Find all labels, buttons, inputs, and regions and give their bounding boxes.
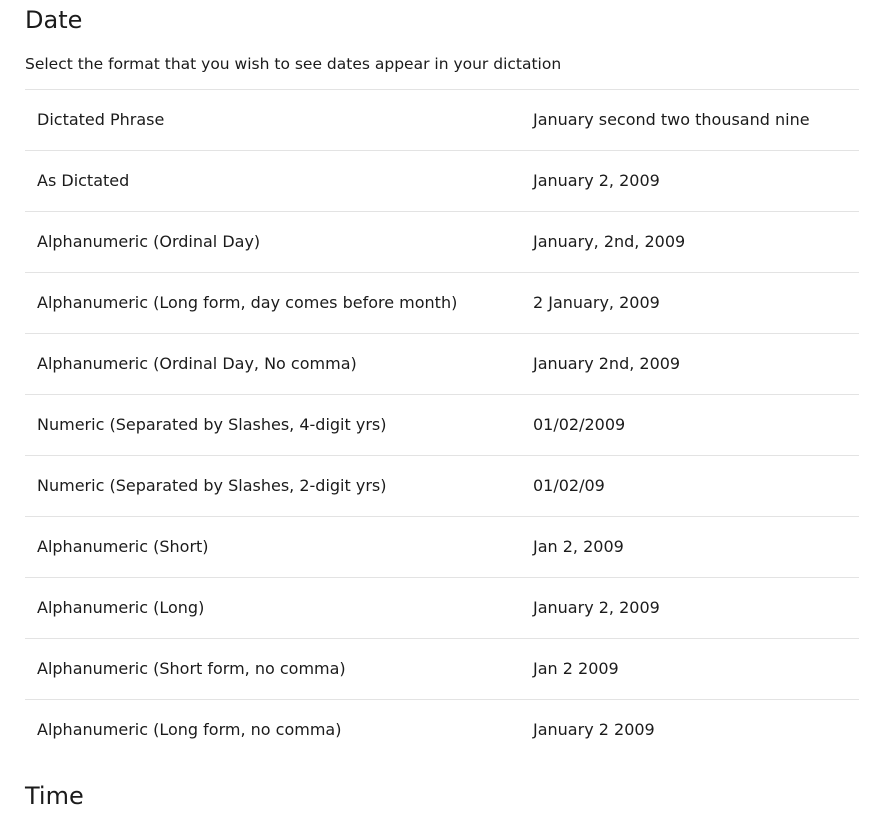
table-row (25, 639, 859, 700)
table-row (25, 90, 859, 151)
format-name-cell: Alphanumeric (Long form, day comes before month) (25, 273, 521, 334)
time-section-title: Time (25, 782, 84, 810)
format-example-cell: January second two thousand nine (521, 90, 859, 151)
format-example-cell: January 2 2009 (533, 720, 655, 739)
format-name-cell: Numeric (Separated by Slashes, 4-digit yrs) (25, 395, 521, 456)
format-name-cell: Alphanumeric (Short form, no comma) (25, 639, 521, 700)
format-example-cell: January, 2nd, 2009 (521, 212, 859, 273)
table-row (25, 334, 859, 395)
table-row (25, 212, 859, 273)
format-example-cell: 01/02/09 (521, 456, 859, 517)
format-name-cell: Alphanumeric (Short) (25, 517, 521, 578)
date-section-description: Select the format that you wish to see dates appear in your dictation (25, 55, 562, 73)
table-row (25, 395, 859, 456)
format-example-cell: January 2, 2009 (521, 578, 859, 639)
format-name-cell: As Dictated (25, 151, 521, 212)
table-row (25, 151, 859, 212)
format-example-cell: 2 January, 2009 (521, 273, 859, 334)
table-row (25, 700, 859, 761)
format-name-cell: Numeric (Separated by Slashes, 2-digit yrs) (25, 456, 521, 517)
table-row (25, 517, 859, 578)
format-example-cell: January 2, 2009 (521, 151, 859, 212)
format-name-cell: Alphanumeric (Long) (25, 578, 521, 639)
date-section-title: Date (25, 6, 83, 34)
table-row (25, 273, 859, 334)
format-name-cell: Alphanumeric (Long form, no comma) (37, 720, 342, 739)
table-row (25, 456, 859, 517)
table-row (25, 578, 859, 639)
format-example-cell: 01/02/2009 (521, 395, 859, 456)
format-name-cell: Alphanumeric (Ordinal Day) (25, 212, 521, 273)
format-example-cell: Jan 2, 2009 (521, 517, 859, 578)
format-example-cell: January 2nd, 2009 (521, 334, 859, 395)
format-name-cell: Dictated Phrase (25, 90, 521, 151)
date-format-table (25, 89, 859, 760)
format-name-cell: Alphanumeric (Ordinal Day, No comma) (25, 334, 521, 395)
format-example-cell: Jan 2 2009 (521, 639, 859, 700)
